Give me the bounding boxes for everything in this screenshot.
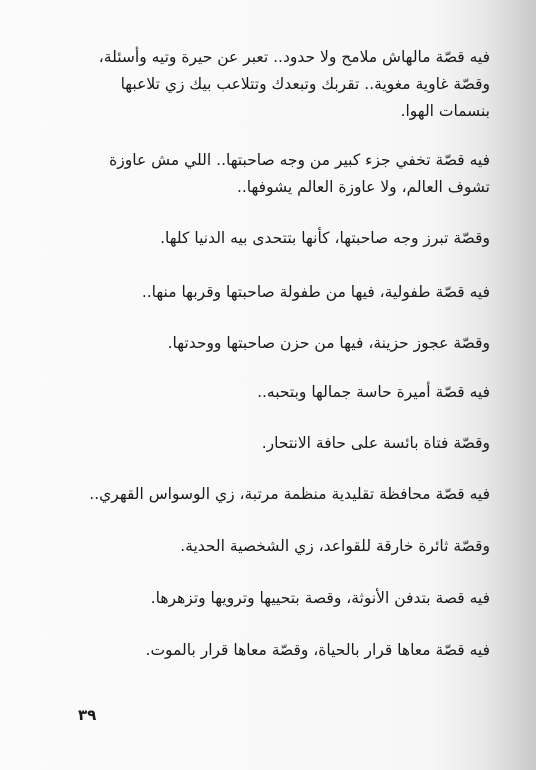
paragraph-11: فيه قصّة معاها قرار بالحياة، وقصّة معاها قرار بالموت. [145, 641, 490, 659]
paragraph-2-line-1: فيه قصّة تخفي جزء كبير من وجه صاحبتها.. اللي مش عاوزة [109, 151, 490, 169]
paragraph-6: فيه قصّة أميرة حاسة جمالها وبتحبه.. [257, 383, 490, 401]
paragraph-2 [50, 147, 490, 201]
paragraph-5: وقصّة عجوز حزينة، فيها من حزن صاحبتها ووحدتها. [167, 334, 490, 352]
page-number: ٣٩ [78, 706, 97, 724]
paragraph-1-line-1: فيه قصّة مالهاش ملامح ولا حدود.. تعبر عن حيرة وتيه وأسئلة، [98, 48, 490, 66]
paragraph-4: فيه قصّة طفولية، فيها من طفولة صاحبتها وقربها منها.. [141, 283, 490, 301]
paragraph-7: وقصّة فتاة بائسة على حافة الانتحار. [261, 434, 490, 452]
paragraph-8: فيه قصّة محافظة تقليدية منظمة مرتبة، زي الوسواس القهري.. [89, 485, 490, 503]
paragraph-1-line-2: وقصّة غاوية مغوية.. تقربك وتبعدك وتتلاعب بيك زي تلاعبها [120, 75, 490, 93]
paragraph-9: وقصّة ثائرة خارقة للقواعد، زي الشخصية الحدية. [180, 537, 490, 555]
paragraph-1-line-3: بنسمات الهوا. [400, 102, 490, 120]
paragraph-2-line-2: تشوف العالم، ولا عاوزة العالم يشوفها.. [236, 178, 490, 196]
paragraph-10: فيه قصة بتدفن الأنوثة، وقصة بتحييها وترويها وتزهرها. [150, 589, 490, 607]
paragraph-3: وقصّة تبرز وجه صاحبتها، كأنها بتتحدى بيه الدنيا كلها. [160, 229, 490, 247]
paragraph-1 [50, 44, 490, 125]
